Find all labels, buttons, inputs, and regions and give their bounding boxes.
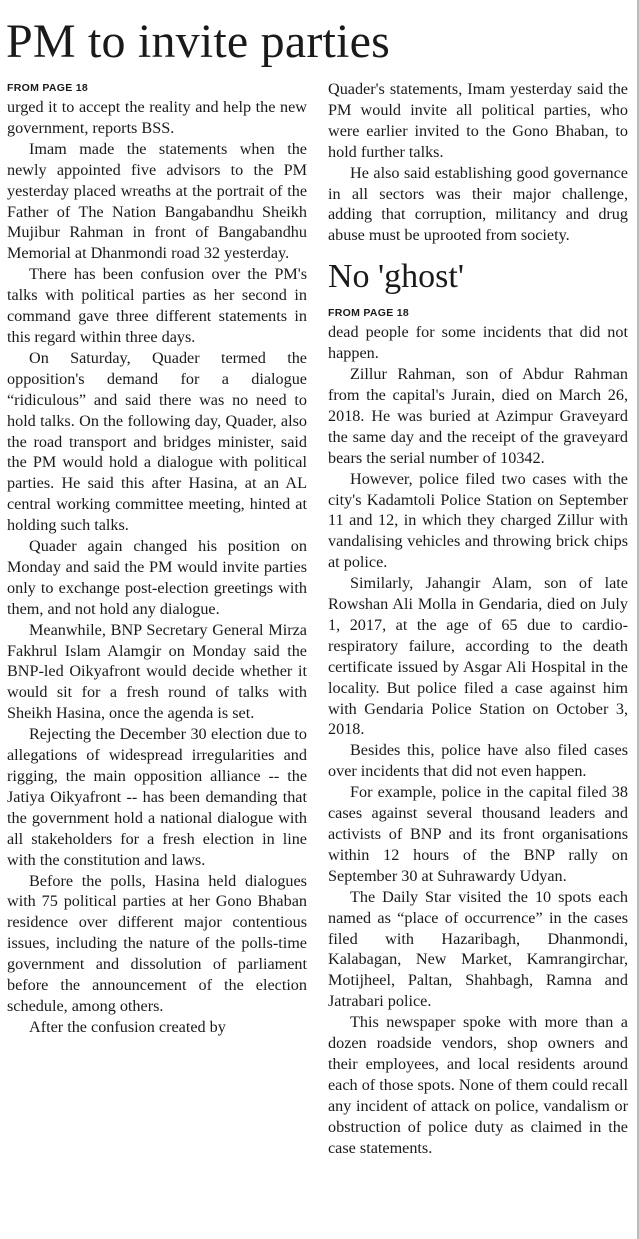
story2-paragraph-7: The Daily Star visited the 10 spots each named as “place of occurrence” in the cases filed with Hazaribagh, Dhanmondi, Kalabagan, New Market, Kamrangirchar, Motijheel, Paltan, Shahbagh, Ramna and Jatrabari police.	[328, 887, 628, 1011]
story1-paragraph-8: Before the polls, Hasina held dialogues with 75 political parties at her Gono Bhaban residence over different major contentious issues, including the nature of the polls-time government and dissolution of parliament before the announcement of the election schedule, among others.	[7, 871, 307, 1015]
story2-paragraph-8: This newspaper spoke with more than a dozen roadside vendors, shop owners and their employees, and local residents around each of those spots. None of them could recall any incident of attack on police, vandalism or obstruction of police duty as claimed in the case statements.	[328, 1013, 628, 1157]
story2-paragraph-5: Besides this, police have also filed cases over incidents that did not even happen.	[328, 741, 628, 781]
story1-paragraph-4: On Saturday, Quader termed the opposition's demand for a dialogue “ridiculous” and said there was no need to hold talks. On the following day, Quader, also the road transport and bridges minister, said the PM would hold a dialogue with political parties. He said this after Hasina, at an AL central working committee meeting, hinted at holding such talks.	[7, 348, 307, 535]
story1-column	[7, 79, 307, 1038]
headline-no-ghost: No 'ghost'	[328, 258, 464, 296]
story1-paragraph-7: Rejecting the December 30 election due to allegations of widespread irregularities and rigging, the main opposition alliance -- the Jatiya Oikyafront -- has been demanding that the government hold a national dialogue with all stakeholders for a fresh election in line with the constitution and laws.	[7, 725, 307, 869]
story1-continuation-2: He also said establishing good governance in all sectors was their major challenge, adding that corruption, militancy and drug abuse must be uprooted from society.	[328, 163, 628, 245]
story2-paragraph-2: Zillur Rahman, son of Abdur Rahman from the capital's Jurain, died on March 26, 2018. He was buried at Azimpur Graveyard the same day and the receipt of the graveyard bears the serial number of 10342.	[328, 365, 628, 467]
story2-paragraph-1: dead people for some incidents that did not happen.	[328, 323, 628, 363]
story1-paragraph-2: Imam made the statements when the newly appointed five advisors to the PM yesterday placed wreaths at the portrait of the Father of The Nation Bangabandhu Sheikh Mujibur Rahman in front of Bangabandhu Memorial at Dhanmondi road 32 yesterday.	[7, 139, 307, 263]
right-column	[328, 79, 628, 1159]
story2-paragraph-6: For example, police in the capital filed 38 cases against several thousand leaders and activists of BNP and its front organisations within 12 hours of the BNP rally on September 30 at Suhrawardy Udyan.	[328, 783, 628, 885]
story1-paragraph-5: Quader again changed his position on Monday and said the PM would invite parties only to exchange post-election greetings with them, and not hold any dialogue.	[7, 537, 307, 618]
story1-paragraph-6: Meanwhile, BNP Secretary General Mirza Fakhrul Islam Alamgir on Monday said the BNP-led Oikyafront would decide whether it would sit for a fresh round of talks with Sheikh Hasina, once the agenda is set.	[7, 620, 307, 723]
story2-from-page: FROM PAGE 18	[328, 307, 410, 320]
story2-paragraph-3: However, police filed two cases with the city's Kadamtoli Police Station on September 11 and 12, in which they charged Zillur with vandalising vehicles and throwing brick chips at police.	[328, 469, 628, 572]
story1-from-page: FROM PAGE 18	[7, 82, 89, 94]
story1-paragraph-9: After the confusion created by	[29, 1017, 226, 1036]
headline-pm-to-invite-parties: PM to invite parties	[6, 15, 390, 68]
story2-paragraph-4: Similarly, Jahangir Alam, son of late Rowshan Ali Molla in Gendaria, died on July 1, 2017, at the age of 65 due to cardio-respiratory failure, according to the death certificate issued by Asgar Ali Hospital in the locality. But police filed a case against him with Gendaria Police Station on October 3, 2018.	[328, 574, 628, 739]
story1-continuation-1: Quader's statements, Imam yesterday said the PM would invite all political parties, who were earlier invited to the Gono Bhaban, to hold further talks.	[328, 80, 628, 161]
story1-paragraph-1: urged it to accept the reality and help the new government, reports BSS.	[7, 98, 307, 137]
story1-paragraph-3: There has been confusion over the PM's talks with political parties as her second in command gave three different statements in this regard within three days.	[7, 265, 307, 346]
